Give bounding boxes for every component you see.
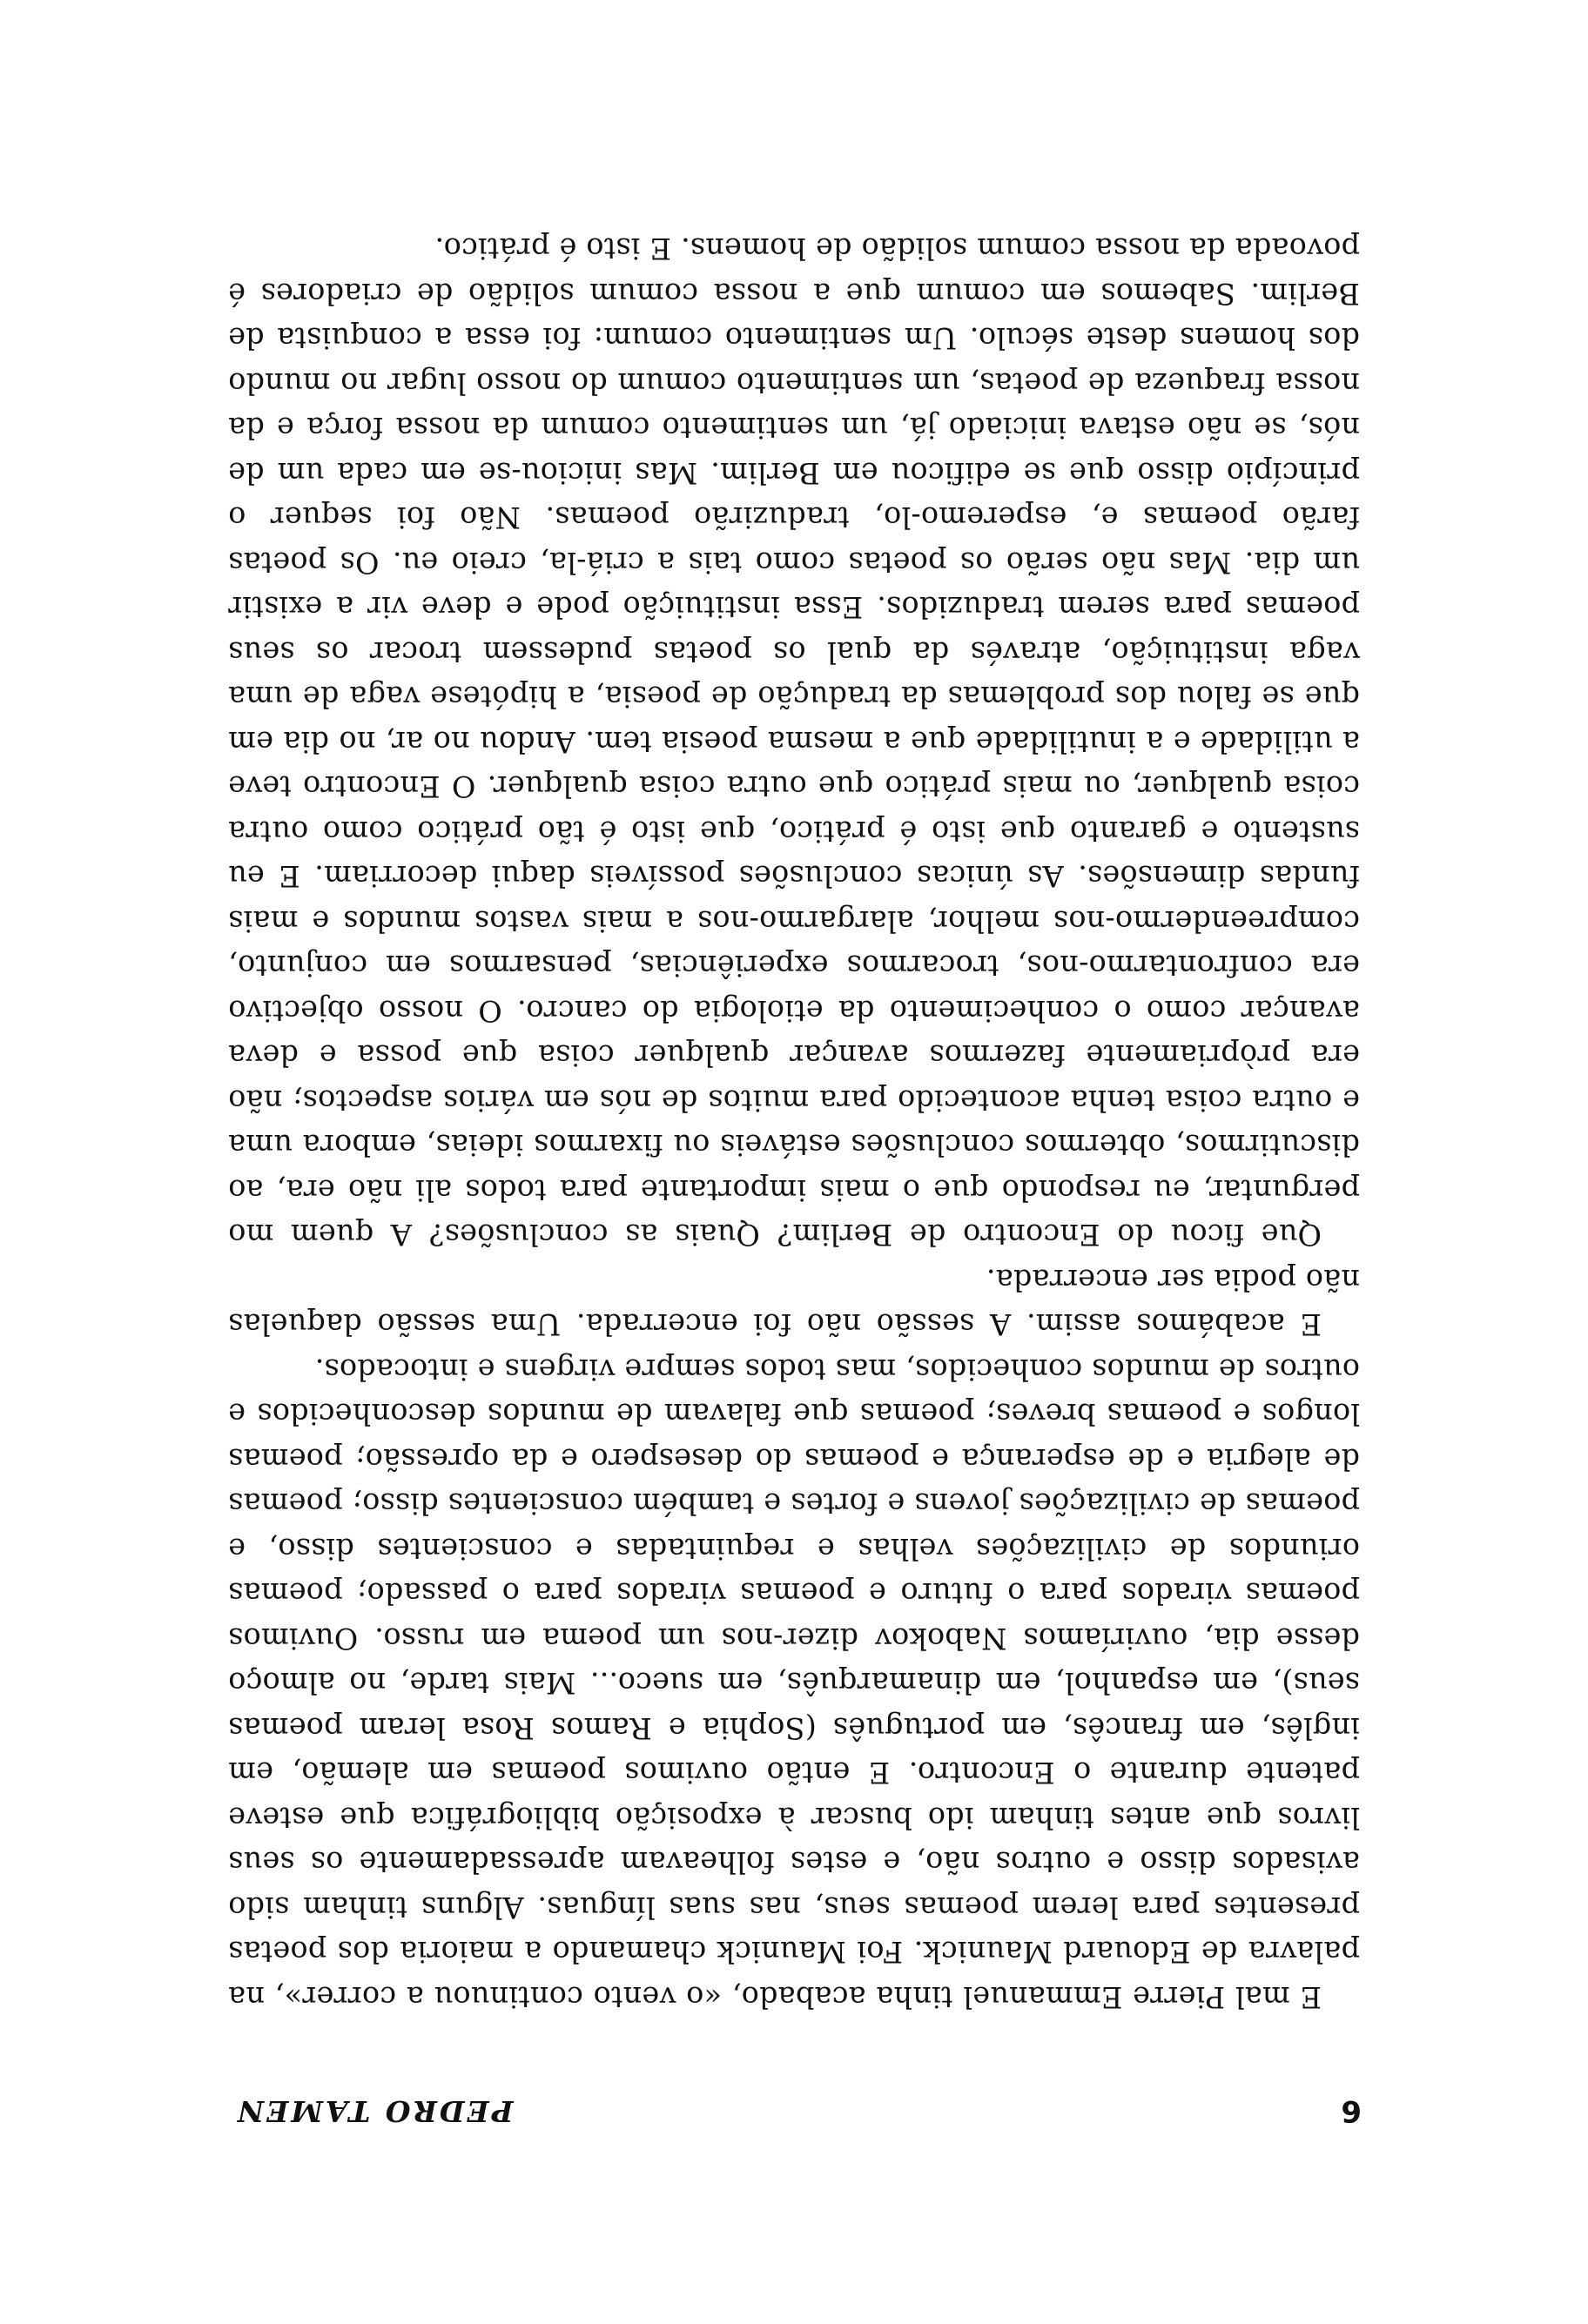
running-head-author: PEDRO TAMEN: [235, 2094, 514, 2128]
page-number: 6: [1341, 2093, 1362, 2128]
paragraph-berlin-conclusions: Que ficou do Encontro de Berlim? Quais as conclusões? A quem mo perguntar, eu respondo que o mais importante para todos ali não era, ao discutirmos, obtermos conclusões estáveis ou fixarmos ideias, embora uma e outra coisa tenha acontecido para muitos de nós em vários aspectos; não era pròpriamente fazermos avançar qualquer coisa que possa e deva avançar como o conhecimento da etiologia do cancro. O nosso objectivo era confrontarmo-nos, trocarmos experiências, pensarmos em conjunto, compreendermo-nos melhor, alargarmo-nos a mais vastos mundos e mais fundas dimensões. As únicas conclusões possíveis daqui decorriam. E eu sustento e garanto que isto é prático, que isto é tão prático como outra coisa qualquer, ou mais prático que outra coisa qualquer. O Encontro teve a utilidade e a inutilidade que a mesma poesia tem. Andou no ar, no dia em que se falou dos problemas da tradução de poesia, a hipótese vaga de uma vaga instituição, através da qual os poetas pudessem trocar os seus poemas para serem traduzidos. Essa instituição pode e deve vir a existir um dia. Mas não serão os poetas como tais a criá-la, creio eu. Os poetas farão poemas e, esperemo-lo, traduzirão poemas. Não foi sequer o princípio disso que se edificou em Berlim. Mas iniciou-se em cada um de nós, se não estava iniciado já, um sentimento comum da nossa força e da nossa fraqueza de poetas, um sentimento comum do nosso lugar no mundo dos homens deste século. Um sentimento comum: foi essa a conquista de Berlim. Sabemos em comum que a nossa comum solidão de criadores é povoada da nossa comum solidão de homens. E isto é prático.: [228, 232, 1360, 1253]
running-head: [235, 2076, 1362, 2128]
paragraph-poetry-reading: E mal Pierre Emmanuel tinha acabado, «o vento continuou a correr», na palavra de Edouard Maunick. Foi Maunick chamando a maioria dos poetas presentes para lerem poemas seus, nas suas línguas. Alguns tinham sido avisados disso e outros não, e estes folheavam apressadamente os seus livros que antes tinham ido buscar à exposição bibliográfica que esteve patente durante o Encontro. E então ouvimos poemas em alemão, em inglês, em francês, em português (Sophia e Ramos Rosa leram poemas seus), em espanhol, em dinamarquês, em sueco... Mais tarde, no almoço desse dia, ouviríamos Nabokov dizer-nos um poema em russo. Ouvimos poemas virados para o futuro e poemas virados para o passado; poemas oriundos de civilizações velhas e requintadas e conscientes disso, e poemas de civilizações jovens e fortes e também conscientes disso; poemas de alegria e de esperança e poemas do desespero e da opressão; poemas longos e poemas breves; poemas que falavam de mundos desconhecidos e outros de mundos conhecidos, mas todos sempre virgens e intocados.: [228, 1353, 1360, 2014]
paragraph-session-end: E acabámos assim. A sessão não foi encerrada. Uma sessão daquelas não podia ser encerrada.: [228, 1263, 1360, 1342]
body-text: [228, 226, 1360, 2019]
